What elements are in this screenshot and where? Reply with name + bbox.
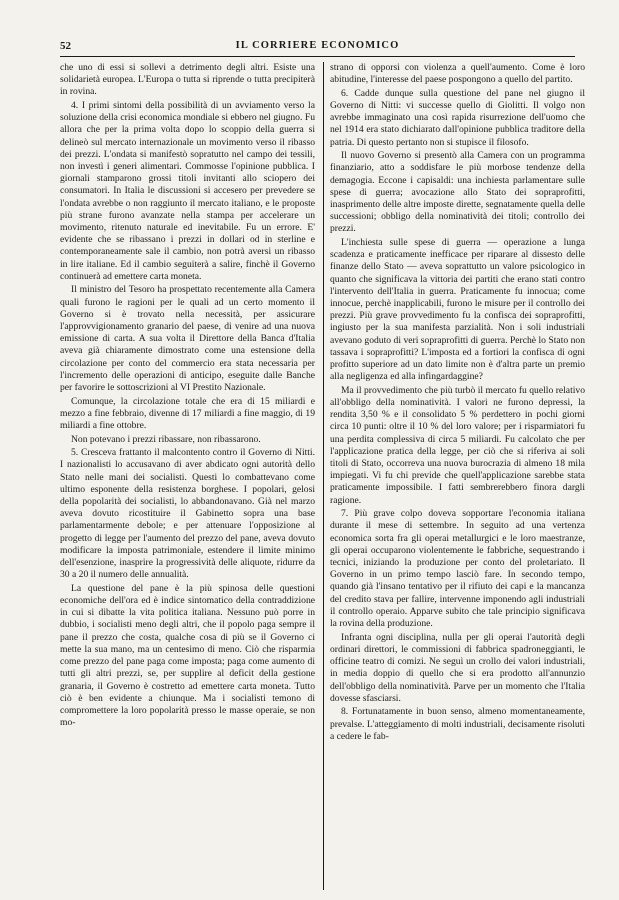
paragraph: Ma il provvedimento che più turbò il mercato fu quello relativo all'obbligo della nominatività. I valori ne furono depressi, la rendita 3,50 % e il consolidato 5 % perdettero in pochi giorni circa 10 punti: oltre il 10 % del loro valore; per i risparmiatori fu una perdita complessiva di circa 5 miliardi. Fu calcolato che per l'applicazione pratica della legge, per ciò che si riferiva ai soli titoli di Stato, occorreva una nuova burocrazia di almeno 18 mila impiegati. Vi fu chi previde che quell'applicazione sarebbe stata praticamente impossibile. I fatti sembrerebbero finora dargli ragione.: [330, 384, 585, 506]
paragraph: La questione del pane è la più spinosa delle questioni economiche dell'ora ed è indice sintomatico della contraddizione in cui si dibatte la vita politica italiana. Nessuno può porre in dubbio, i socialisti meno degli altri, che il popolo paga sempre il pane il prezzo che costa, qualche cosa di più se il Governo ci mette la sua mano, ma un centesimo di meno. Ciò che risparmia come prezzo del pane paga come imposta; paga come aumento di tutti gli altri prezzi, se, per supplire al deficit della gestione granaria, il Governo è costretto ad emettere carta moneta. Tutto ciò è ben evidente a chiunque. Ma i socialisti temono di compromettere la loro popolarità presso le masse operaie, se non mo-: [60, 582, 315, 729]
paragraph: 4. I primi sintomi della possibilità di un avviamento verso la soluzione della crisi economica mondiale si ebbero nel giugno. Fu allora che per la prima volta dopo lo scoppio della guerra si delineò sul mercato internazionale un movimento verso il ribasso dei prezzi. L'ondata si manifestò sopratutto nel campo dei tessili, non investì i generi alimentari. Commosse l'opinione pubblica. I giornali stamparono grossi titoli invitanti allo sciopero dei consumatori. In Italia le discussioni si accesero per prevedere se l'ondata avrebbe o non raggiunto il mercato italiano, e le proposte più strane furono avanzate nella stampa per accelerare un movimento, ritenuto naturale ed inevitabile. Fu un errore. E' evidente che se ribassano i prezzi in dollari od in sterline e contemporaneamente sale il cambio, non potrà aversi un ribasso in lire italiane. Ed il cambio seguiterà a salire, finchè il Governo continuerà ad emettere carta moneta.: [60, 100, 315, 282]
paragraph: 6. Cadde dunque sulla questione del pane nel giugno il Governo di Nitti: vi successe quello di Giolitti. Il volgo non avrebbe immaginato una così rapida risurrezione dell'uomo che nel 1914 era stato dichiarato dall'opinione pubblica traditore della patria. Di questo pertanto non si stupisce il filosofo.: [330, 87, 585, 148]
right-column: [330, 62, 585, 894]
paragraph: Il nuovo Governo si presentò alla Camera con un programma finanziario, atto a soddisfare le più morbose tendenze della demagogia. Eccone i capisaldi: una inchiesta parlamentare sulle spese di guerra; avocazione allo Stato dei sopraprofitti, inasprimento delle altre imposte dirette, segnatamente quella delle successioni; obbligo della nominatività dei titoli; controllo dei prezzi.: [330, 150, 585, 235]
column-divider: [323, 62, 324, 890]
running-head: IL CORRIERE ECONOMICO: [235, 40, 400, 51]
paragraph: 8. Fortunatamente in buon senso, almeno momentaneamente, prevalse. L'atteggiamento di molti industriali, decisamente risoluti a cedere le fab-: [330, 706, 585, 742]
paragraph: Non potevano i prezzi ribassare, non ribassarono.: [71, 433, 261, 445]
paragraph: strano di opporsi con violenza a quell'aumento. Come è loro abitudine, l'interesse del paese pospongono a quello del partito.: [330, 62, 585, 86]
paragraph: Il ministro del Tesoro ha prospettato recentemente alla Camera quali furono le ragioni per le quali ad un certo momento il Governo si è trovato nella necessità, per assicurare l'approvvigionamento granario del paese, di venire ad una nuova emissione di carta. A sua volta il Direttore della Banca d'Italia aveva già chiaramente dimostrato come una estensione della circolazione per conto del commercio era stata necessaria per l'incremento delle operazioni di anticipo, eseguite dalle Banche per favorire le sottoscrizioni al VI Prestito Nazionale.: [60, 284, 315, 394]
header-rule: [60, 56, 575, 57]
page-header: [60, 36, 575, 58]
paragraph: L'inchiesta sulle spese di guerra — operazione a lunga scadenza e praticamente inefficace per riparare al dissesto delle finanze dello Stato — aveva soprattutto un valore psicologico in quanto che significava la vittoria dei partiti che erano stati contro l'intervento dell'Italia in guerra. Praticamente fu innocua; come innocue, perchè inapplicabili, furono le misure per il controllo dei prezzi. Più grave provvedimento fu la confisca dei sopraprofitti, ingiusto per la sua manifesta parzialità. Non i soli industriali avevano goduto di veri sopraprofitti di guerra. Perchè lo Stato non tassava i sopraprofitti? L'imposta ed a fortiori la confisca di ogni profitto superiore ad un dato limite non è d'altra parte un premio alla negligenza ed alla infingardaggine?: [330, 237, 585, 383]
page-number: 52: [60, 40, 71, 52]
paragraph: Infranta ogni disciplina, nulla per gli operai l'autorità degli ordinari direttori, le commissioni di fabbrica spadroneggianti, le officine teatro di comizi. Ne seguì un crollo dei valori industriali, in media doppio di quello che si era prodotto all'annunzio dell'obbligo della nominatività. Parve per un momento che l'Italia dovesse sfasciarsi.: [330, 631, 585, 704]
paragraph: 7. Più grave colpo doveva sopportare l'economia italiana durante il mese di settembre. In seguito ad una vertenza economica sorta fra gli operai metallurgici e le loro maestranze, gli operai occuparono violentemente le fabbriche, sequestrando i tecnici, iniziando la produzione per conto del proletariato. Il Governo in un primo tempo lasciò fare. In secondo tempo, quando già l'insano tentativo per il rifiuto dei capi e la mancanza del credito stava per fallire, intervenne imponendo agli industriali il controllo operaio. Apparve subito che tale principio significava la rovina della produzione.: [330, 508, 585, 630]
paragraph: 5. Cresceva frattanto il malcontento contro il Governo di Nitti. I nazionalisti lo accusavano di aver abdicato ogni autorità dello Stato nelle mani dei socialisti. Questi lo combattevano come ultimo esponente della resistenza borghese. I popolari, gelosi della popolarità dei socialisti, lo abbandonavano. Già nel marzo aveva dovuto ricostituire il Gabinetto sopra una base parlamentarmente debole; e per attenuare l'opposizione al progetto di legge per l'aumento del prezzo del pane, aveva dovuto modificare la imposta patrimoniale, estendere il limite minimo dell'esenzione, inasprire la progressività delle aliquote, ridurre da 30 a 20 il numero delle annualità.: [60, 447, 315, 581]
paragraph: Comunque, la circolazione totale che era di 15 miliardi e mezzo a fine febbraio, divenne di 17 miliardi a fine maggio, di 19 miliardi a fine ottobre.: [60, 395, 315, 432]
left-column: [60, 62, 315, 894]
paragraph: che uno di essi si sollevi a detrimento degli altri. Esiste una solidarietà europea. L'Europa o tutta si riprende o tutta precipiterà in rovina.: [60, 62, 315, 98]
